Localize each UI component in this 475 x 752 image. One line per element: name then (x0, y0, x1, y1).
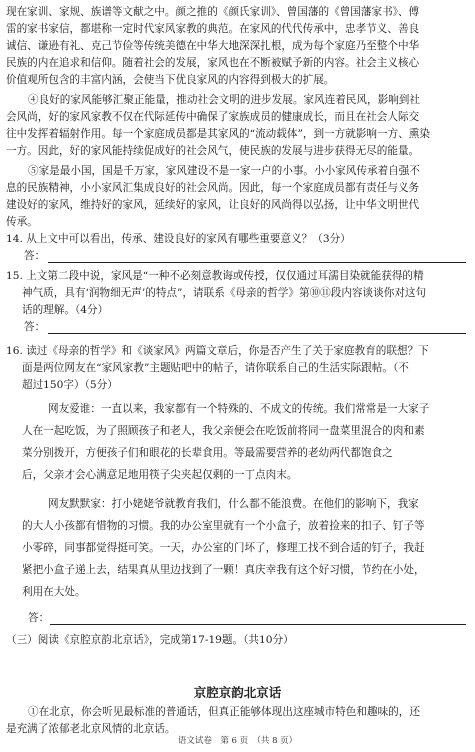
post-line: 网友爱谁：一直以来，我家都有一个特殊的、不成文的传统。我们常常是一大家子 (48, 403, 430, 415)
passage-line: 现在家训、家规、族谱等文献之中。颜之推的《颜氏家训》、曾国藩的《曾国藩家书》、傅 (6, 6, 420, 18)
answer-line-q14[interactable] (48, 262, 466, 263)
answer-line-q16[interactable] (50, 624, 466, 625)
page-footer: 语文试卷 第 6 页 （共 8 页） (177, 736, 298, 746)
post-line: 利用在大处。 (22, 586, 86, 598)
section-3-heading: （三）阅读《京腔京韵北京话》，完成第17-19题。（共10分） (6, 634, 294, 646)
question-15-text: 话的理解。（4分） (22, 304, 109, 316)
passage-line: 息的民族精神，小小家风汇集成良好的社会风尚。因此，每一个家庭成员都有责任与义务 (6, 182, 420, 194)
answer-line-q15[interactable] (48, 333, 466, 334)
post-line: 菜分别拨开，方便孩子们和眼花的长辈食用。等最需要营养的老幼两代都饱食之 (22, 447, 393, 459)
answer-label: 答： (24, 321, 46, 333)
passage-line: 诚信、谦逊有礼、克己节俭等传统美德在中华大地深深扎根，成为每个家庭乃至整个中华 (6, 40, 420, 52)
article-line: 是充满了浓郁老北京风情的北京话。 (6, 723, 176, 735)
passage-line: 民族的内在追求和信仰。随着社会的发展，家风也在不断被赋予新的内容。社会主义核心 (6, 57, 420, 69)
question-16-text: 超过150字）（5分） (22, 379, 118, 391)
passage-paragraph-5-start: ⑤家是最小国，国是千万家，家风建设不是一家一户的小事。小小家风传承着自强不 (28, 165, 420, 177)
passage-line: 传承。 (6, 216, 38, 228)
question-16-text: 16. 读过《母亲的哲学》和《谈家风》两篇文章后，你是否产生了关于家庭教育的联想？下 (6, 345, 429, 357)
post-line: 小零碎，同事都觉得挺可笑。一天，办公室的门坏了，修理工找不到合适的钉子，我赶 (22, 542, 425, 554)
passage-line: 建设好的家风，维持好的家风，延续好的家风，让良好的风尚得以弘扬，让中华文明世代 (6, 199, 420, 211)
post-line: 网友默默家：打小姥姥爷就教育我们，什么都不能浪费。在他们的影响下，我家 (48, 498, 419, 510)
article-title: 京腔京韵北京话 (193, 685, 282, 700)
post-line: 紧把小盒子递上去，结果真从里边找到了一颗！真庆幸我有这个好习惯，节约在小处， (22, 564, 425, 576)
answer-label: 答： (24, 250, 46, 262)
post-line: 人在一起吃饭，为了照顾孩子和老人，我父亲便会在吃饭前将同一盘菜里混合的肉和素 (22, 425, 425, 437)
passage-line: 价值观所包含的丰富内涵，会使当下优良家风的内容得到极大的扩展。 (6, 74, 335, 86)
passage-line: 雷的家书家信，都堪称一定时代家风家教的典范。在家风的代代传承中，忠孝节义、善良 (6, 23, 420, 35)
passage-line: 会风尚，好的家风家教不仅在代际延传中确保了家族成员的健康成长，而且在社会人际交 (6, 111, 420, 123)
post-line: 的大人小孩都有惜物的习惯。我的办公室里就有一个小盒子，放着捡来的扣子、钉子等 (22, 520, 425, 532)
article-line: ①在北京，你会听见最标准的普通话，但真正能够体现出这座城市特色和趣味的，还 (28, 706, 420, 718)
question-14-text: 14. 从上文中可以看出，传承、建设良好的家风有哪些重要意义？（3分） (6, 233, 351, 245)
question-15-text: 15. 上文第二段中说，家风是“一种不必刻意教诲或传授，仅仅通过耳濡目染就能获得的精 (6, 270, 424, 282)
question-15-text: 神气质，具有‘润物细无声’的特点”，请联系《母亲的哲学》第⑩⑪段内容谈谈你对这句 (22, 287, 427, 299)
answer-label: 答： (28, 612, 50, 624)
passage-line: 一方。因此，好的家风能持续促成好的社会风气，使民族的发展与进步获得无尽的能量。 (6, 145, 420, 157)
passage-paragraph-4-start: ④良好的家风能够汇聚正能量，推动社会文明的进步发展。家风连着民风，影响到社 (28, 94, 420, 106)
passage-line: 往中发挥着辐射作用。每一个家庭成员都是其家风的“流动载体”，到一方就影响一方、熏染 (6, 128, 430, 140)
question-16-text: 面是两位网友在“家风家教”主题贴吧中的帖子，请你联系自己的生活实际跟帖。（不 (22, 362, 409, 374)
post-line: 后，父亲才会心满意足地用筷子尖夹起仅剩的一丁点肉末。 (22, 469, 298, 481)
